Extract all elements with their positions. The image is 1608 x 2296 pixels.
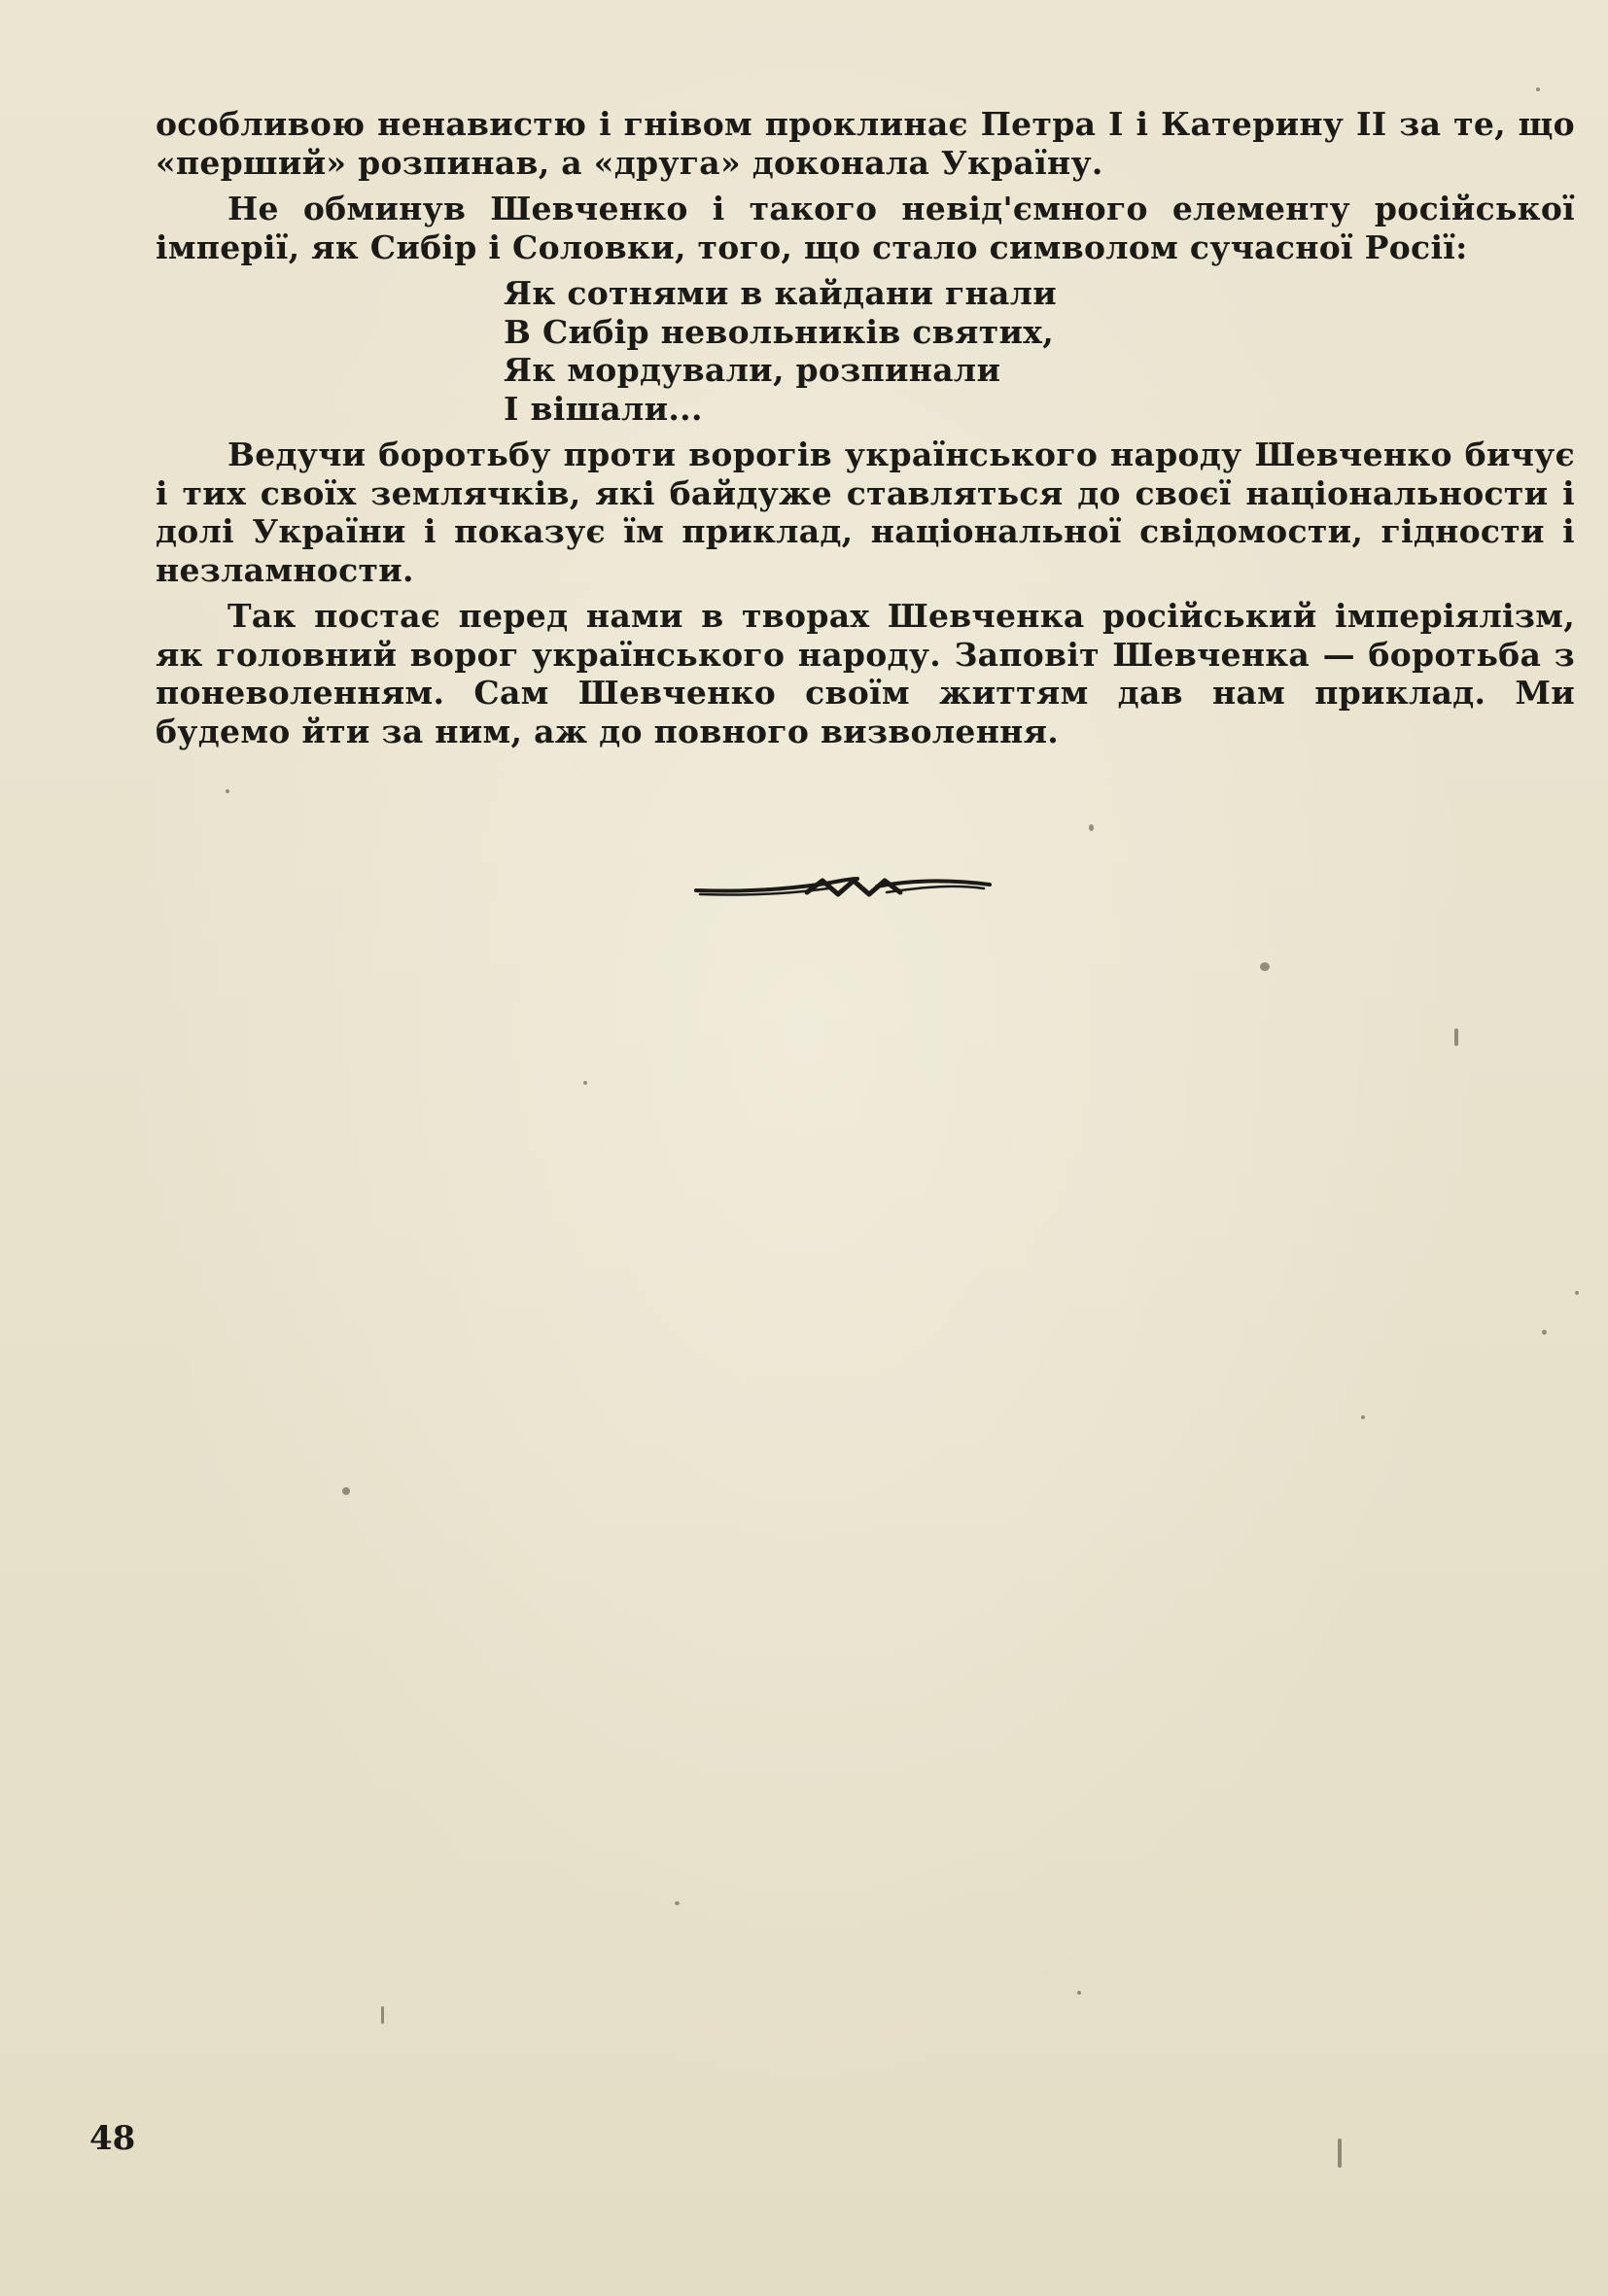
paper-speck (381, 2006, 384, 2024)
paper-speck (342, 1487, 350, 1495)
paper-speck (1542, 1330, 1547, 1335)
poem-line-1: Як сотнями в кайдани гнали (504, 274, 1058, 312)
paper-speck (1338, 2139, 1342, 2168)
paragraph-4: Так постає перед нами в творах Шевченка російський імперіялізм, як головний ворог українського народу. Заповіт Шевченка — боротьба з поневоленням. Сам Шевченко своїм життям дав нам приклад. Ми будемо йти за ним, аж до повного визволення. (156, 597, 1575, 750)
poem-line-4: І вішали... (504, 389, 703, 428)
paper-speck (1077, 1991, 1081, 1995)
paper-speck (1575, 1291, 1579, 1295)
paragraph-3: Ведучи боротьбу проти ворогів українського народу Шевченко бичує і тих своїх землячків, які байдуже ставляться до своєї національности і долі України і показує їм приклад, національної свідомости, гідности і незламности. (156, 435, 1575, 589)
paragraph-1: особливою ненавистю і гнівом проклинає Петра I і Катерину II за те, що «перший» розпинав, а «друга» доконала Україну. (156, 105, 1575, 182)
paper-speck (1260, 962, 1270, 971)
paper-speck (583, 1081, 587, 1085)
page-number: 48 (89, 2119, 136, 2158)
poem-quote (504, 274, 1575, 428)
paper-speck (1361, 1415, 1365, 1419)
paragraph-2: Не обминув Шевченко і такого невід'ємного елементу російської імперії, як Сибір і Соловки, того, що стало символом сучасної Росії: (156, 190, 1575, 266)
wave-flourish-ornament-icon (692, 871, 994, 904)
poem-line-3: Як мордували, розпинали (504, 351, 1001, 389)
paper-speck (1536, 87, 1540, 91)
poem-line-2: В Сибір невольників святих, (504, 312, 1054, 351)
body-text (156, 105, 1575, 758)
paper-speck (675, 1901, 680, 1905)
paper-speck (1089, 824, 1094, 831)
paper-speck (226, 789, 229, 793)
paper-speck (1454, 1028, 1458, 1046)
